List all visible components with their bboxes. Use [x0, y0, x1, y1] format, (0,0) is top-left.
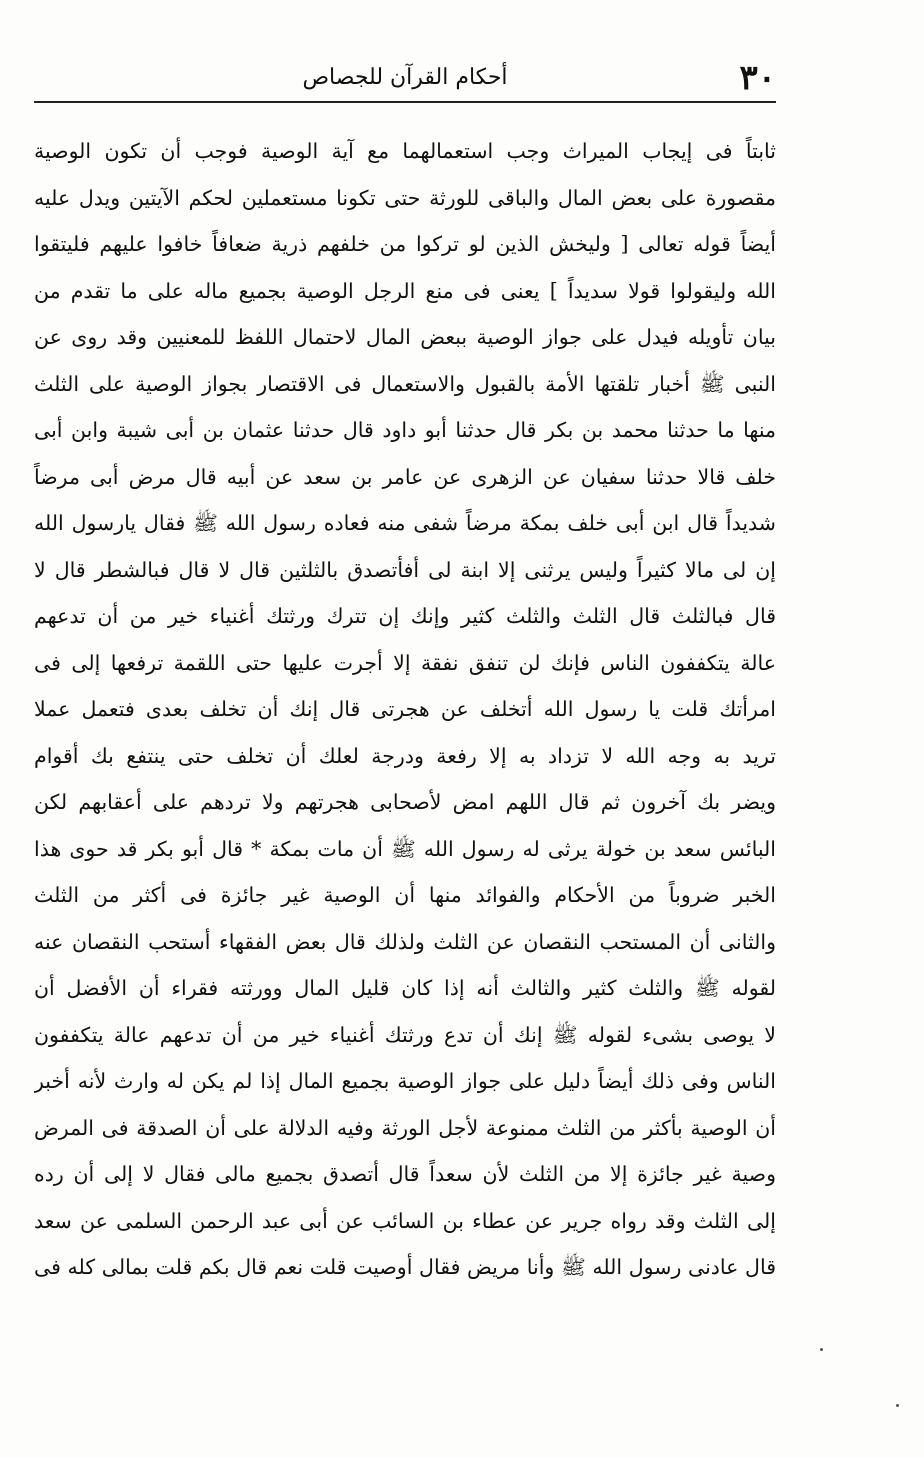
text-line: امرأتك قلت يا رسول الله أتخلف عن هجرتى قال إنك أن تخلف بعدى فتعمل عملا [34, 697, 776, 721]
text-line: الخبر ضروباً من الأحكام والفوائد منها أن الوصية غير جائزة فى أكثر من الثلث [34, 883, 776, 907]
text-line: عالة يتكففون الناس فإنك لن تنفق نفقة إلا أجرت عليها حتى اللقمة ترفعها إلى فى [34, 650, 776, 675]
text-line: شديداً قال ابن أبى خلف بمكة مرضاً شفى منه فعاده رسول الله ﷺ فقال يارسول الله [34, 511, 776, 535]
text-line: منها ما حدثنا محمد بن بكر قال حدثنا أبو داود قال حدثنا عثمان بن أبى شيبة وابن أبى [34, 418, 776, 442]
text-line: لقوله ﷺ والثلث كثير والثالث أنه إذا كان قليل المال وورثته فقراء أن الأفضل أن [34, 976, 776, 1000]
text-line: الله وليقولوا قولا سديداً ] يعنى فى منع الرجل الوصية بجميع ماله على ما تقدم من [34, 278, 776, 303]
text-line: إلى الثلث وقد رواه جرير عن عطاء بن السائب عن أبى عبد الرحمن السلمى عن سعد [34, 1208, 776, 1233]
scan-speck [896, 1404, 899, 1407]
text-line: النبى ﷺ أخبار تلقتها الأمة بالقبول والاستعمال فى الاقتصار بجواز الوصية على الثلث [34, 371, 776, 396]
header-rule [34, 101, 776, 103]
body-text [34, 128, 776, 1291]
page-number: ٣٠ [739, 58, 776, 98]
text-line: والثانى أن المستحب النقصان عن الثلث ولذلك قال بعض الفقهاء أستحب النقصان عنه [34, 929, 776, 954]
text-line: إن لى مالا كثيراً وليس يرثنى إلا ابنة لى أفأتصدق بالثلثين قال لا قال فبالشطر قال لا [34, 557, 776, 582]
text-line: أن الوصية بأكثر من الثلث ممنوعة لأجل الورثة وفيه الدلالة على أن الصدقة فى المرض [34, 1115, 776, 1140]
text-line: ثابتاً فى إيجاب الميراث وجب استعمالهما مع آية الوصية فوجب أن تكون الوصية [34, 139, 776, 163]
text-line: وصية غير جائزة إلا من الثلث لأن سعداً قال أتصدق بجميع مالى فقال لا إلى أن رده [34, 1162, 776, 1186]
text-line: قال عادنى رسول الله ﷺ وأنا مريض فقال أوصيت قلت نعم قال بكم قلت بمالى كله فى [34, 1255, 776, 1279]
text-line: بيان تأويله فيدل على جواز الوصية ببعض المال لاحتمال اللفظ للمعنيين وقد روى عن [34, 325, 776, 349]
text-line: خلف قالا حدثنا سفيان عن الزهرى عن عامر بن سعد عن أبيه قال مرض أبى مرضاً [34, 464, 776, 489]
text-line: أيضاً قوله تعالى [ وليخش الذين لو تركوا من خلفهم ذرية ضعافاً خافوا عليهم فليتقوا [34, 232, 776, 256]
text-line: البائس سعد بن خولة يرثى له رسول الله ﷺ أن مات بمكة * قال أبو بكر قد حوى هذا [34, 836, 776, 861]
text-line: لا يوصى بشىء لقوله ﷺ إنك أن تدع ورثتك أغنياء خير من أن تدعهم عالة يتكففون [34, 1022, 776, 1047]
page-header [34, 58, 776, 98]
text-line: ويضر بك آخرون ثم قال اللهم امض لأصحابى هجرتهم ولا تردهم على أعقابهم لكن [34, 790, 776, 814]
text-line: تريد به وجه الله لا تزداد به إلا رفعة ودرجة لعلك أن تخلف حتى ينتفع بك أقوام [34, 743, 776, 768]
scan-speck [820, 1348, 823, 1351]
text-line: مقصورة على بعض المال والباقى للورثة حتى تكونا مستعملين لحكم الآيتين ويدل عليه [34, 185, 776, 210]
running-title: أحكام القرآن للجصاص [302, 65, 508, 90]
text-line: قال فبالثلث قال الثلث والثلث كثير وإنك إن تترك ورثتك أغنياء خير من أن تدعهم [34, 604, 776, 628]
text-line: الناس وفى ذلك أيضاً دليل على جواز الوصية بجميع المال إذا لم يكن له وارث لأنه أخبر [34, 1069, 776, 1093]
